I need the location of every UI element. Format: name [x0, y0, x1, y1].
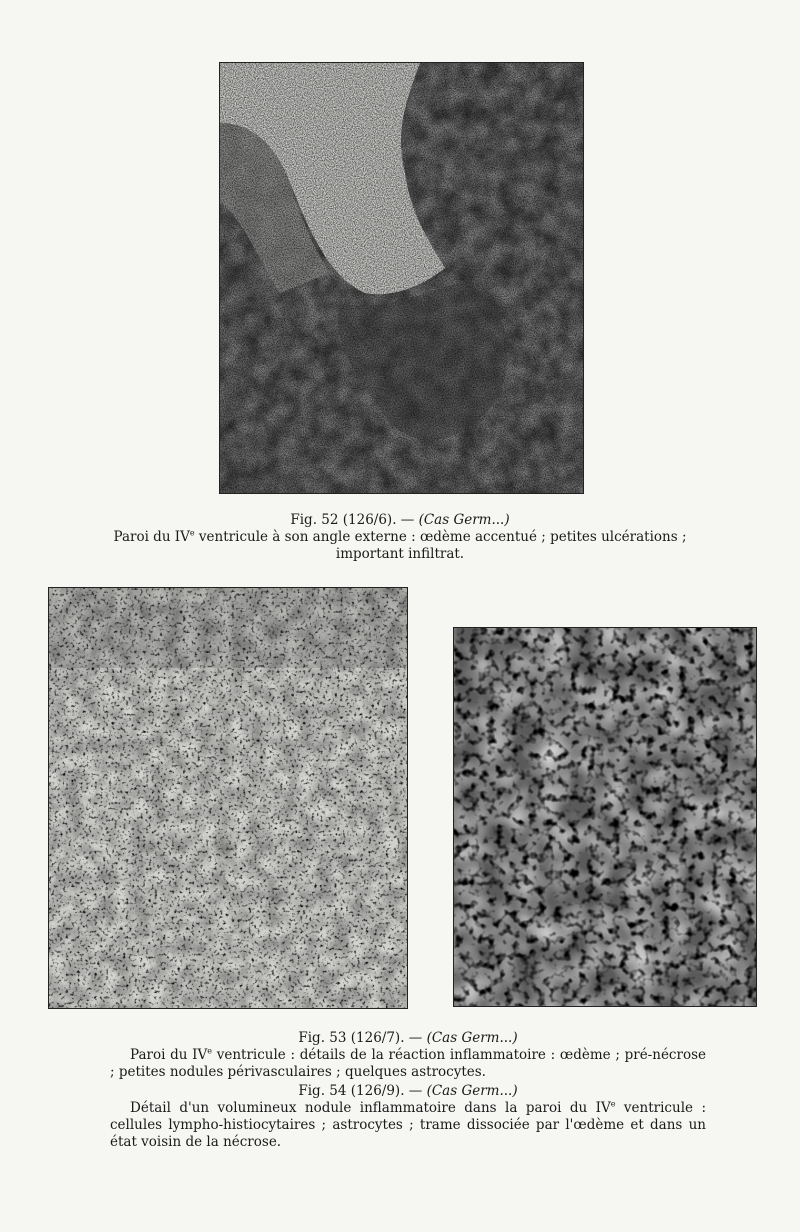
figure-54-caption — [110, 1083, 706, 1151]
figure-52-caption-start: Paroi du IV — [113, 529, 190, 545]
figure-54-caption-sup: e — [610, 1099, 616, 1109]
figure-53-caption-start: Paroi du IV — [130, 1047, 208, 1063]
figure-54-label: Fig. 54 (126/9). — — [298, 1083, 423, 1099]
figure-52-caption-sup: e — [189, 528, 195, 538]
figure-54-micrograph — [453, 627, 757, 1007]
figure-53-caption-rest: ventricule : détails de la réaction inflammatoire : œdème ; pré-nécrose ; petites nodules périvasculaires ; quelques astrocytes. — [110, 1047, 706, 1080]
figure-52-caption-line2: important infiltrat. — [335, 546, 465, 562]
figure-53-case: (Cas Germ...) — [426, 1030, 518, 1046]
figure-52-micrograph — [219, 62, 584, 494]
figure-52-caption-rest: ventricule à son angle externe : œdème accentué ; petites ulcérations ; — [194, 529, 687, 545]
figure-52-caption — [0, 512, 800, 563]
figure-54-caption-rest: ventricule : cellules lympho-histiocytaires ; astrocytes ; trame dissociée par l'œdème et dans un état voisin de la nécrose. — [110, 1100, 706, 1150]
figure-53-caption-sup: e — [207, 1046, 212, 1056]
figure-53-label: Fig. 53 (126/7). — — [298, 1030, 423, 1046]
figure-54-case: (Cas Germ...) — [426, 1083, 518, 1099]
figure-53-micrograph — [48, 587, 408, 1009]
figure-52-case: (Cas Germ...) — [418, 512, 510, 528]
figure-54-caption-start: Détail d'un volumineux nodule inflammatoire dans la paroi du IV — [130, 1100, 611, 1116]
figure-53-caption — [110, 1030, 706, 1081]
figure-52-label: Fig. 52 (126/6). — — [290, 512, 415, 528]
